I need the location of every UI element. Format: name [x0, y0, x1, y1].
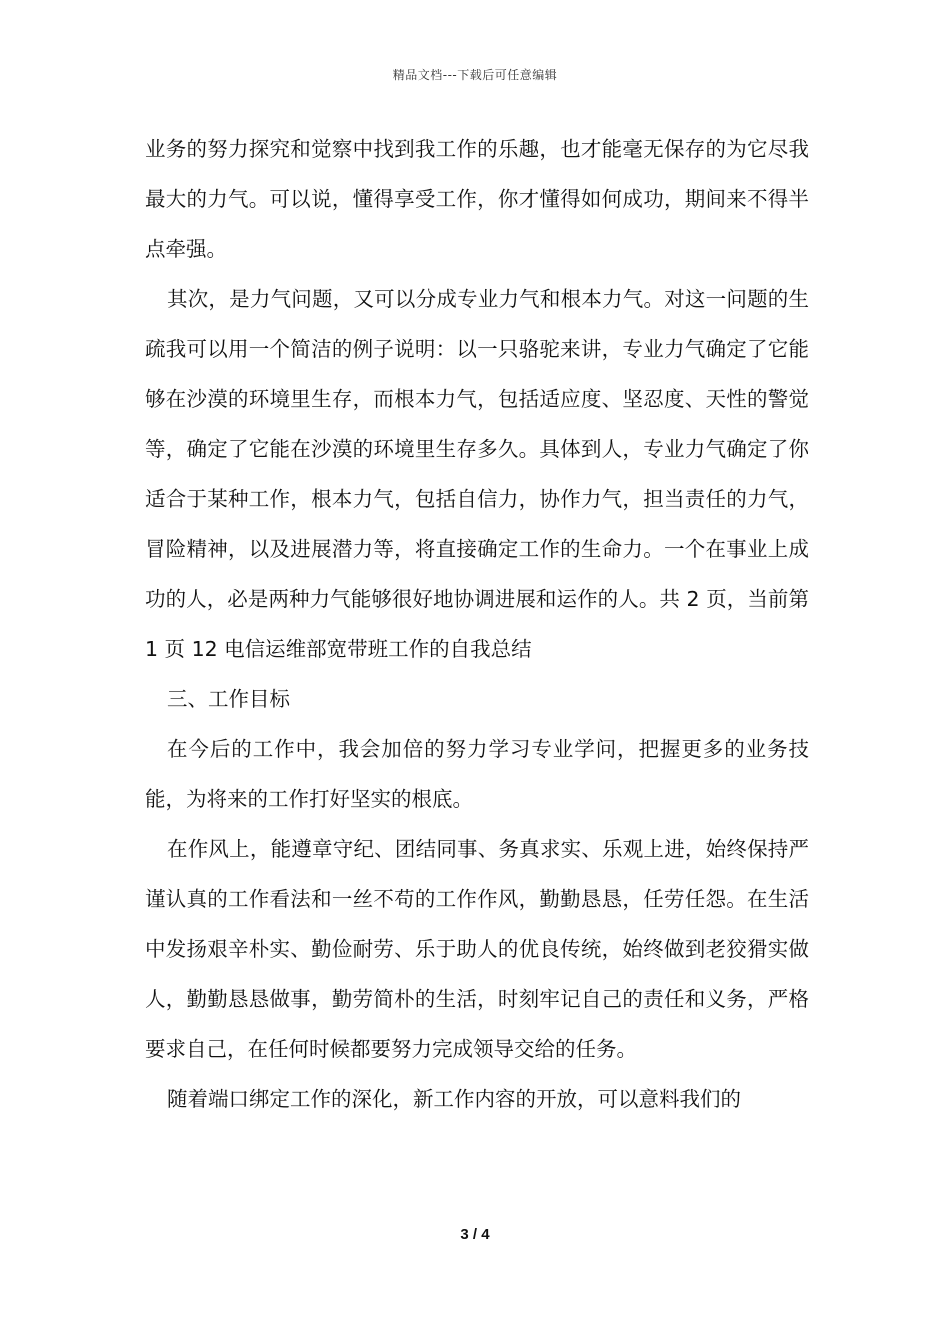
page-header: 精品文档---下载后可任意编辑	[392, 68, 558, 82]
page-number: 3 / 4	[460, 1226, 490, 1243]
paragraph: 在今后的工作中，我会加倍的努力学习专业学问，把握更多的业务技能，为将来的工作打好坚实的根底。	[145, 737, 809, 811]
document-body	[145, 124, 809, 1124]
paragraph: 随着端口绑定工作的深化，新工作内容的开放，可以意料我们的	[167, 1087, 741, 1111]
section-heading: 三、工作目标	[167, 687, 290, 711]
paragraph: 其次，是力气问题，又可以分成专业力气和根本力气。对这一问题的生疏我可以用一个简洁的例子说明：以一只骆驼来讲，专业力气确定了它能够在沙漠的环境里生存，而根本力气，包括适应度、坚忍度、天性的警觉等，确定了它能在沙漠的环境里生存多久。具体到人，专业力气确定了你适合于某种工作，根本力气，包括自信力，协作力气，担当责任的力气，冒险精神，以及进展潜力等，将直接确定工作的生命力。一个在事业上成功的人，必是两种力气能够很好地协调进展和运作的人。共 2 页，当前第 1 页 12 电信运维部宽带班工作的自我总结	[145, 287, 809, 661]
paragraph: 业务的努力探究和觉察中找到我工作的乐趣，也才能毫无保存的为它尽我最大的力气。可以说，懂得享受工作，你才懂得如何成功，期间来不得半点牵强。	[145, 137, 809, 261]
paragraph: 在作风上，能遵章守纪、团结同事、务真求实、乐观上进，始终保持严谨认真的工作看法和一丝不苟的工作作风，勤勤恳恳，任劳任怨。在生活中发扬艰辛朴实、勤俭耐劳、乐于助人的优良传统，始终做到老狡猾实做人，勤勤恳恳做事，勤劳简朴的生活，时刻牢记自己的责任和义务，严格要求自己，在任何时候都要努力完成领导交给的任务。	[145, 837, 809, 1061]
